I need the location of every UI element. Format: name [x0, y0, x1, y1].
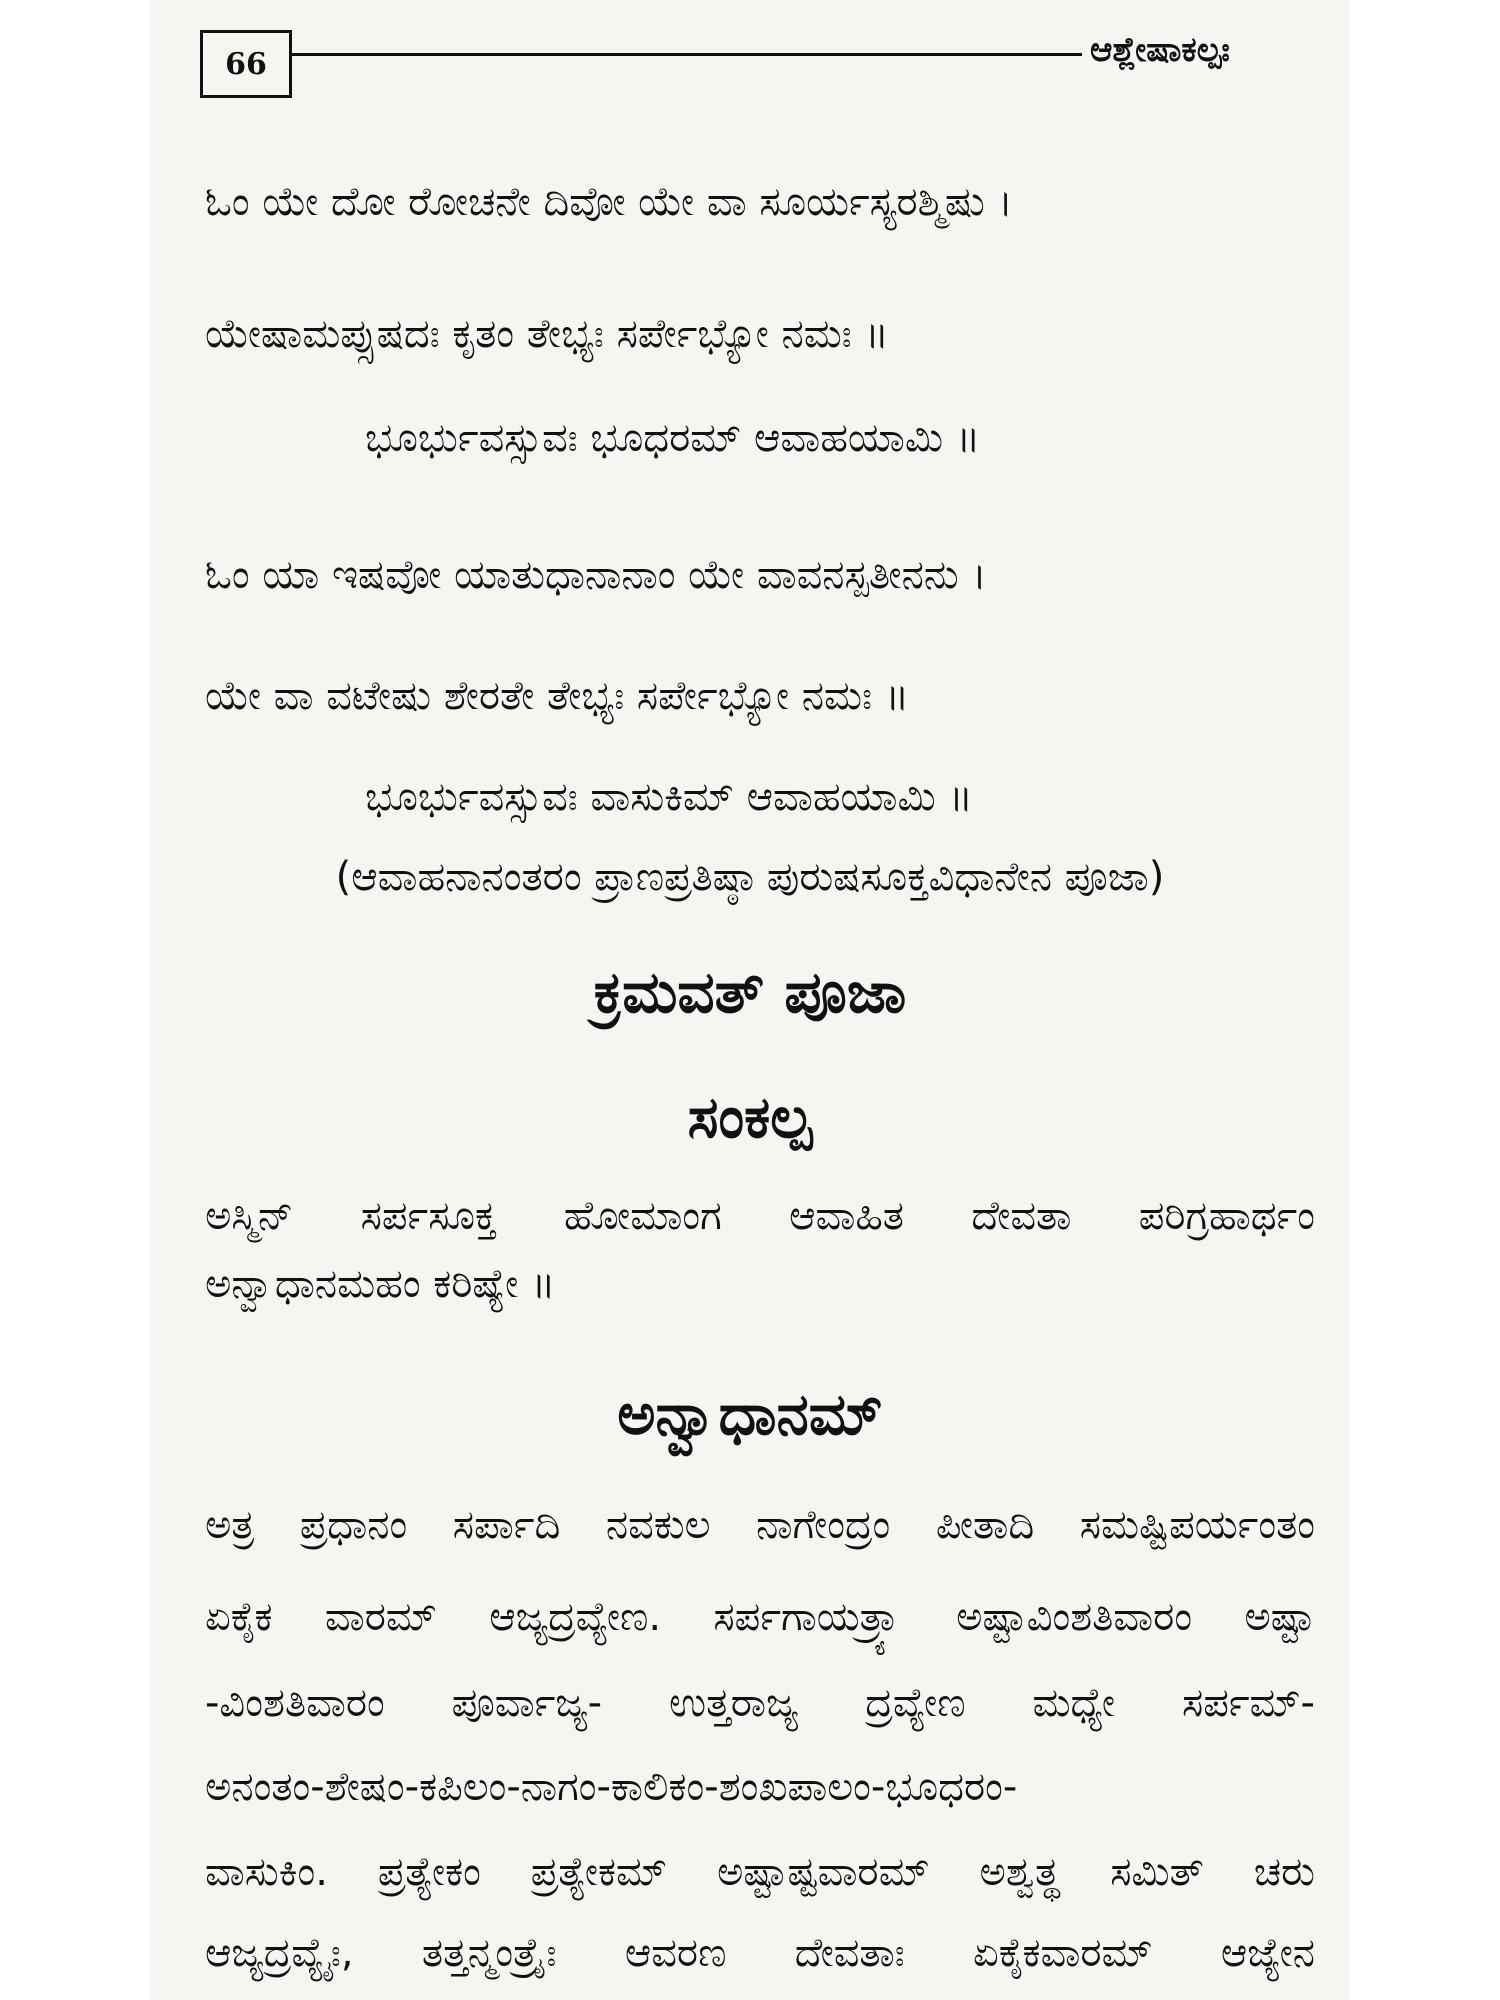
verse-2-line-2: ಯೇ ವಾ ವಟೇಷು ಶೇರತೇ ತೇಭ್ಯಃ ಸರ್ಪೇಭ್ಯೋ ನಮಃ ॥: [205, 673, 910, 719]
verse-1-line-2: ಯೇಷಾಮಪ್ಸುಷದಃ ಕೃತಂ ತೇಭ್ಯಃ ಸರ್ಪೇಭ್ಯೋ ನಮಃ ॥: [205, 311, 889, 357]
header-rule: [292, 53, 1082, 56]
running-title: ಆಶ್ಲೇಷಾಕಲ್ಪಃ: [1090, 30, 1230, 70]
body-line-1: ಅತ್ರ ಪ್ರಧಾನಂ ಸರ್ಪಾದಿ ನವಕುಲ ನಾಗೇಂದ್ರಂ ಪೀತಾದಿ ಸಮಷ್ಟಿಪರ್ಯಂತಂ: [205, 1502, 1315, 1548]
heading-sankalpa: ಸಂಕಲ್ಪ: [687, 1083, 813, 1151]
verse-2-line-1: ಓಂ ಯಾ ಇಷವೋ ಯಾತುಧಾನಾನಾಂ ಯೇ ವಾವನಸ್ಪತೀನನು ।: [205, 552, 987, 598]
body-line-3: -ವಿಂಶತಿವಾರಂ ಪೂರ್ವಾಜ್ಯ- ಉತ್ತರಾಜ್ಯ ದ್ರವ್ಯೇಣ ಮಧ್ಯೇ ಸರ್ಪಮ್-: [205, 1680, 1315, 1726]
sankalpa-line-2: ಅನ್ವಾಧಾನಮಹಂ ಕರಿಷ್ಯೇ ॥: [205, 1261, 556, 1307]
verse-2-invocation: ಭೂರ್ಭುವಸ್ಸುವಃ ವಾಸುಕಿಮ್ ಆವಾಹಯಾಮಿ ॥: [365, 774, 973, 820]
sankalpa-line-1: ಅಸ್ಮಿನ್ ಸರ್ಪಸೂಕ್ತ ಹೋಮಾಂಗ ಆವಾಹಿತ ದೇವತಾ ಪರಿಗ್ರಹಾರ್ಥಂ: [205, 1193, 1315, 1239]
ritual-note: (ಆವಾಹನಾನಂತರಂ ಪ್ರಾಣಪ್ರತಿಷ್ಠಾ ಪುರುಷಸೂಕ್ತವಿಧಾನೇನ ಪೂಜಾ): [335, 854, 1165, 900]
heading-anvadhanam: ಅನ್ವಾಧಾನಮ್: [617, 1380, 883, 1448]
body-line-5: ವಾಸುಕಿಂ. ಪ್ರತ್ಯೇಕಂ ಪ್ರತ್ಯೇಕಮ್ ಅಷ್ಟಾಷ್ಟವಾರಮ್ ಅಶ್ವತ್ಥ ಸಮಿತ್ ಚರು: [205, 1849, 1315, 1895]
verse-1-line-1: ಓಂ ಯೇ ದೋ ರೋಚನೇ ದಿವೋ ಯೇ ವಾ ಸೂರ್ಯಸ್ಯರಶ್ಮಿಷು ।: [205, 179, 1013, 225]
body-line-4: ಅನಂತಂ-ಶೇಷಂ-ಕಪಿಲಂ-ನಾಗಂ-ಕಾಲಿಕಂ-ಶಂಖಪಾಲಂ-ಭೂಧರಂ-: [205, 1764, 1018, 1810]
body-line-2: ಏಕೈಕ ವಾರಮ್ ಆಜ್ಯದ್ರವ್ಯೇಣ. ಸರ್ಪಗಾಯತ್ರ್ಯಾ ಅಷ್ಟಾವಿಂಶತಿವಾರಂ ಅಷ್ಟಾ: [205, 1594, 1315, 1640]
verse-1-invocation: ಭೂರ್ಭುವಸ್ಸುವಃ ಭೂಧರಮ್ ಆವಾಹಯಾಮಿ ॥: [365, 415, 981, 461]
heading-kramavat-puja: ಕ್ರಮವತ್ ಪೂಜಾ: [593, 958, 907, 1026]
page-number: 66: [200, 30, 292, 98]
body-line-6: ಆಜ್ಯದ್ರವ್ಯೈಃ, ತತ್ತನ್ಮಂತ್ರೈಃ ಆವರಣ ದೇವತಾಃ ಏಕೈಕವಾರಮ್ ಆಜ್ಯೇನ: [205, 1930, 1315, 1976]
